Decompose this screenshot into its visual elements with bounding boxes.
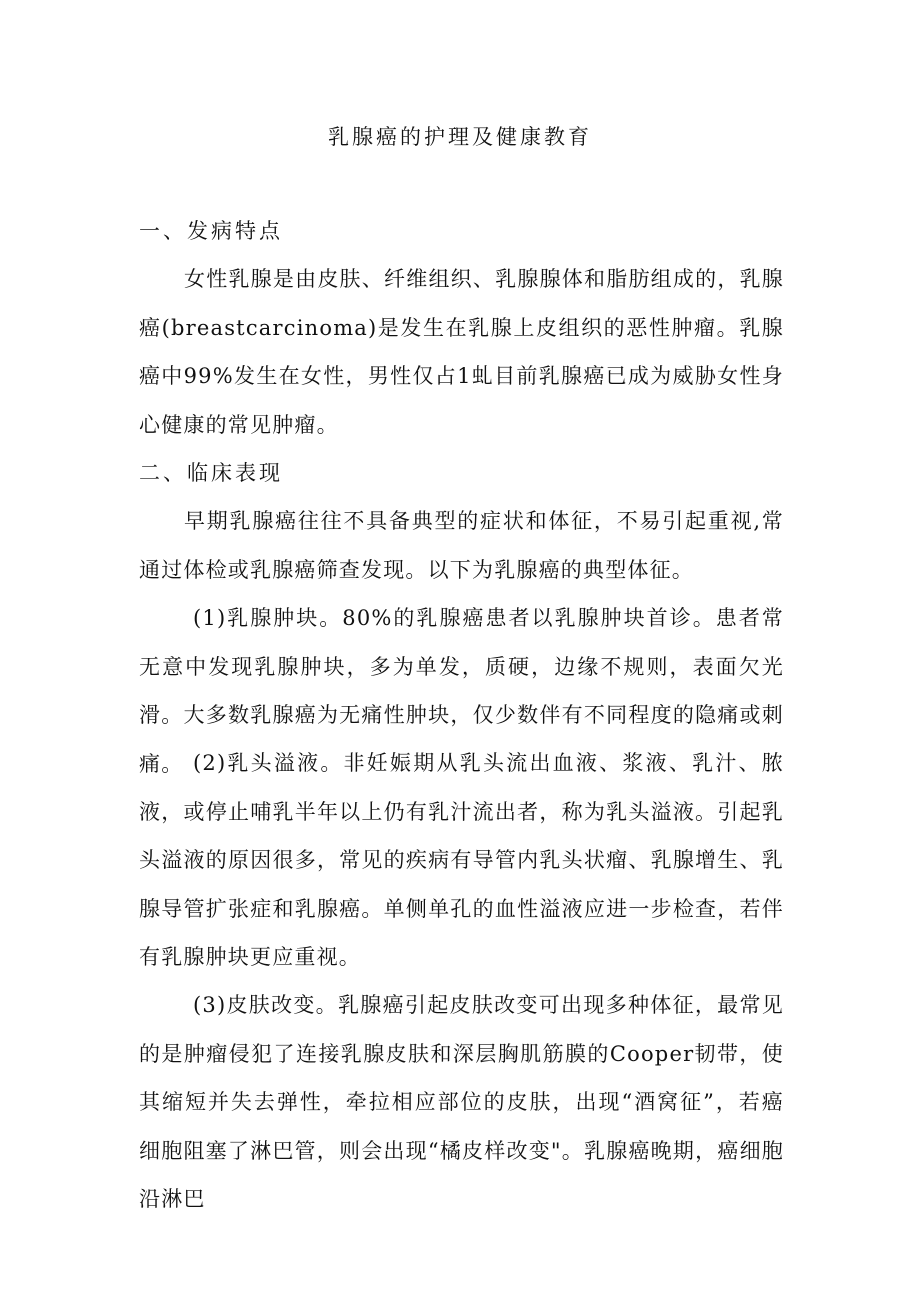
document-title: 乳腺癌的护理及健康教育 bbox=[328, 125, 592, 149]
heading-text: 一、发病特点 bbox=[139, 219, 283, 243]
paragraph-text: 早期乳腺癌往往不具备典型的症状和体征，不易引起重视,常通过体检或乳腺癌筛查发现。以下为乳腺癌的典型体征。 bbox=[139, 509, 784, 582]
paragraph-early-signs bbox=[139, 497, 784, 594]
paragraph-text: (1)乳腺肿块。80%的乳腺癌患者以乳腺肿块首诊。患者常无意中发现乳腺肿块，多为单发，质硬，边缘不规则，表面欠光滑。大多数乳腺癌为无痛性肿块，仅少数伴有不同程度的隐痛或刺痛。 bbox=[139, 606, 784, 776]
paragraph-skin-changes bbox=[139, 981, 784, 1224]
paragraph-nipple-discharge bbox=[139, 739, 784, 982]
section-heading-onset bbox=[139, 207, 784, 256]
heading-text: 二、临床表现 bbox=[139, 461, 283, 485]
section-heading-clinical bbox=[139, 449, 784, 498]
paragraph-text: (3)皮肤改变。乳腺癌引起皮肤改变可出现多种体征，最常见的是肿瘤侵犯了连接乳腺皮肤和深层胸肌筋膜的Cooper韧带，使其缩短并失去弹性，牵拉相应部位的皮肤，出现“酒窝征”，若癌细胞阻塞了淋巴管，则会出现“橘皮样改变"。乳腺癌晚期，癌细胞沿淋巴 bbox=[139, 993, 784, 1211]
paragraph-definition bbox=[139, 255, 784, 449]
paragraph-text: 女性乳腺是由皮肤、纤维组织、乳腺腺体和脂肪组成的，乳腺癌(breastcarcinoma)是发生在乳腺上皮组织的恶性肿瘤。乳腺癌中99%发生在女性，男性仅占1虬目前乳腺癌已成为威胁女性身心健康的常见肿瘤。 bbox=[139, 267, 784, 437]
paragraph-text: (2)乳头溢液。非妊娠期从乳头流出血液、浆液、乳汁、脓液，或停止哺乳半年以上仍有乳汁流出者，称为乳头溢液。引起乳头溢液的原因很多，常见的疾病有导管内乳头状瘤、乳腺增生、乳腺导管扩张症和乳腺癌。单侧单孔的血性溢液应进一步检查，若伴有乳腺肿块更应重视。 bbox=[139, 751, 784, 969]
